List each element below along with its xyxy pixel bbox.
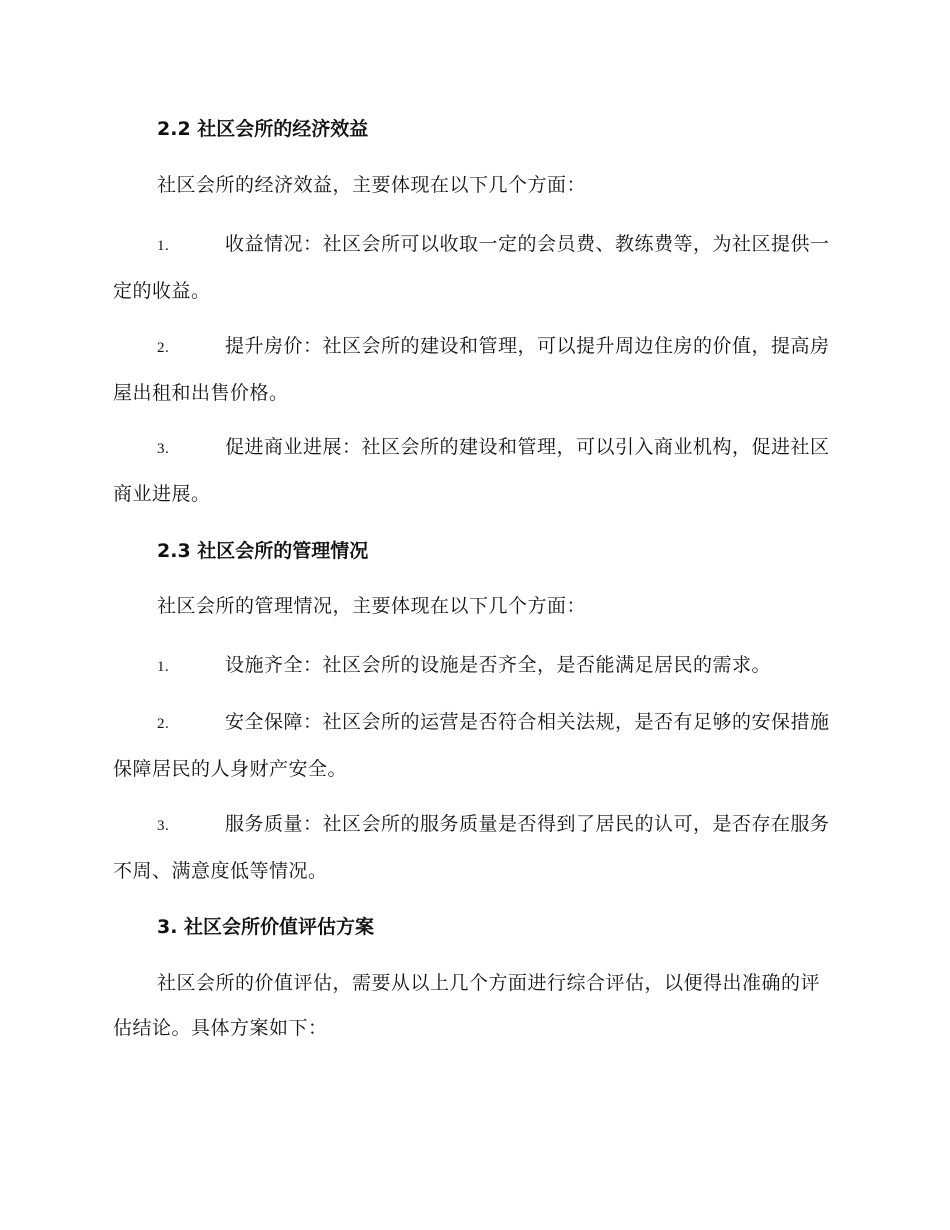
section-heading-3: 3. 社区会所价值评估方案 — [157, 916, 375, 938]
list-item — [113, 802, 833, 894]
section-intro-2-2: 社区会所的经济效益，主要体现在以下几个方面： — [157, 174, 587, 196]
list-item-text: 收益情况：社区会所可以收取一定的会员费、教练费等，为社区提供一定的收益。 — [113, 233, 830, 302]
section-intro-2-3: 社区会所的管理情况，主要体现在以下几个方面： — [157, 595, 587, 617]
list-item — [113, 425, 833, 517]
list-item-text: 服务质量：社区会所的服务质量是否得到了居民的认可，是否存在服务不周、满意度低等情况。 — [113, 813, 830, 882]
list-number: 3. — [157, 818, 170, 834]
list-item-text: 促进商业进展：社区会所的建设和管理，可以引入商业机构，促进社区商业进展。 — [113, 436, 830, 505]
list-item — [113, 222, 833, 314]
section-heading-2-3: 2.3 社区会所的管理情况 — [157, 540, 369, 562]
list-number: 1. — [157, 659, 170, 675]
list-item-text: 提升房价：社区会所的建设和管理，可以提升周边住房的价值，提高房屋出租和出售价格。 — [113, 335, 830, 404]
list-item — [113, 324, 833, 416]
list-item-text: 安全保障：社区会所的运营是否符合相关法规，是否有足够的安保措施保障居民的人身财产安全。 — [113, 711, 830, 780]
list-number: 1. — [157, 238, 170, 254]
list-item-text: 设施齐全：社区会所的设施是否齐全，是否能满足居民的需求。 — [225, 654, 772, 676]
list-item — [113, 700, 833, 792]
list-number: 2. — [157, 716, 170, 732]
section-intro-3: 社区会所的价值评估，需要从以上几个方面进行综合评估，以便得出准确的评估结论。具体方案如下： — [113, 972, 821, 1039]
list-item — [113, 643, 833, 690]
list-number: 2. — [157, 340, 170, 356]
section-heading-2-2: 2.2 社区会所的经济效益 — [157, 118, 369, 140]
list-number: 3. — [157, 441, 170, 457]
